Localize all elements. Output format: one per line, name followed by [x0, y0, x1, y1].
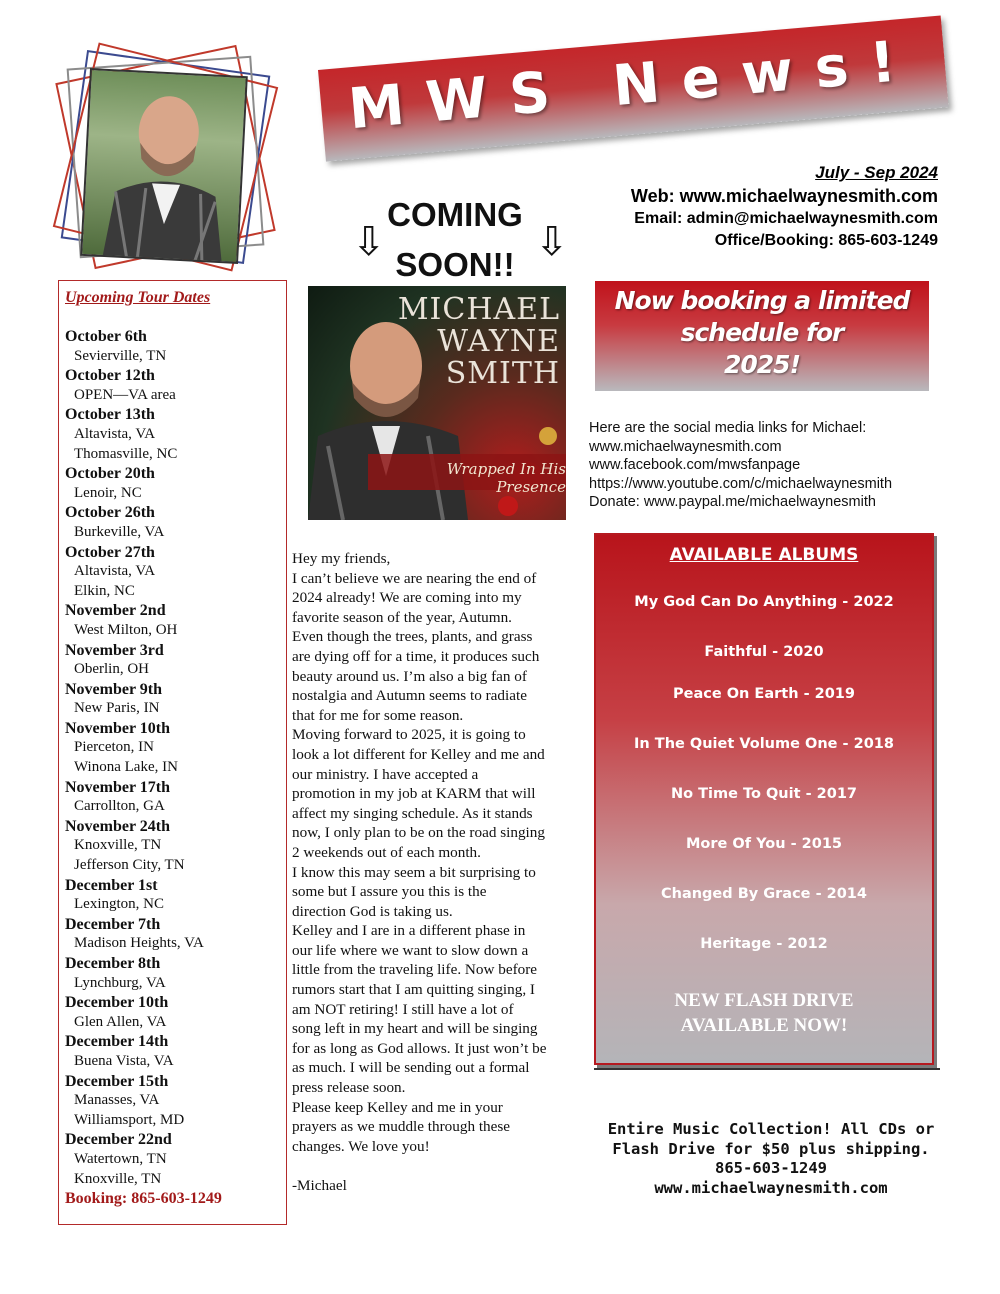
down-arrow-icon: ⇩ — [352, 219, 386, 265]
albums-title: AVAILABLE ALBUMS — [669, 545, 859, 565]
letter-line: rumors start that I am quitting singing, I — [292, 981, 535, 999]
album-item: Heritage - 2012 — [700, 936, 828, 952]
letter-lines — [292, 549, 594, 1156]
album-item: No Time To Quit - 2017 — [671, 786, 857, 802]
tour-date: December 15th — [65, 1072, 169, 1090]
artist-photo-group — [55, 50, 285, 275]
letter-line: our ministry. I have accepted a — [292, 765, 479, 783]
tour-venue: Lynchburg, VA — [74, 974, 166, 991]
album-cover — [308, 286, 566, 520]
cover-name-line: WAYNE — [437, 324, 560, 359]
tour-date: December 22nd — [65, 1131, 172, 1149]
masthead-banner — [318, 16, 949, 162]
tour-date: November 10th — [65, 719, 171, 737]
album-item: In The Quiet Volume One - 2018 — [634, 736, 894, 752]
letter-line: that for me for some reason. — [292, 706, 464, 724]
letter-line: little from the traveling life. Now before — [292, 961, 538, 979]
tour-date: October 27th — [65, 543, 155, 561]
tour-date: December 7th — [65, 915, 161, 933]
album-item: Changed By Grace - 2014 — [660, 886, 867, 902]
letter-line: affect my singing schedule. As it stands — [292, 804, 533, 822]
social-intro: Here are the social media links for Michael: — [589, 420, 867, 436]
album-item: My God Can Do Anything - 2022 — [634, 594, 894, 610]
tour-date: October 13th — [65, 406, 155, 424]
tour-date: November 17th — [65, 778, 171, 796]
collection-line: Flash Drive for $50 plus shipping. — [612, 1139, 930, 1158]
flash-drive-line: NEW FLASH DRIVE — [674, 990, 854, 1011]
tour-venue: Altavista, VA — [74, 425, 156, 442]
booking-banner-line: 2025! — [724, 350, 800, 379]
social-link-youtube[interactable]: https://www.youtube.com/c/michaelwaynesmith — [589, 475, 893, 492]
tour-venue: Buena Vista, VA — [74, 1052, 174, 1069]
letter-line: favorite season of the year, Autumn. — [292, 608, 512, 626]
tour-date: October 26th — [65, 504, 155, 522]
tour-date: December 8th — [65, 955, 161, 972]
letter-line: am NOT retiring! I still have a lot of — [292, 1000, 514, 1018]
cover-name-line: SMITH — [445, 356, 560, 391]
letter-line: Kelley and I are in a different phase in — [292, 922, 526, 940]
web-address[interactable]: Web: www.michaelwaynesmith.com — [630, 186, 938, 206]
letter-line: prayers as we muddle through these — [292, 1118, 511, 1136]
tour-venue: Winona Lake, IN — [74, 759, 178, 776]
tour-venue: Madison Heights, VA — [74, 935, 204, 952]
contact-block — [631, 162, 938, 252]
tour-venue: Pierceton, IN — [74, 739, 154, 756]
artist-silhouette — [82, 70, 248, 264]
letter-line: our life where we want to slow down a — [292, 941, 529, 959]
letter-line: are dying off for a time, it produces such — [292, 647, 540, 665]
tour-date: November 3rd — [65, 641, 164, 659]
letter-line: nostalgia and Autumn seems to radiate — [292, 687, 527, 705]
letter-line: 2024 already! We are coming into my — [292, 589, 522, 607]
tour-venue: Oberlin, OH — [74, 661, 149, 678]
tour-date: December 1st — [65, 876, 158, 894]
letter-line: Please keep Kelley and me in your — [292, 1098, 503, 1116]
masthead-title: MWS News! — [345, 27, 921, 143]
tour-venue: Watertown, TN — [74, 1150, 167, 1167]
tour-venue: Lenoir, NC — [74, 484, 142, 501]
letter-line: 2 weekends out of each month. — [292, 843, 481, 861]
tour-booking-phone: Booking: 865-603-1249 — [65, 1190, 222, 1208]
letter-line: Moving forward to 2025, it is going to — [292, 726, 526, 744]
tour-venue: Knoxville, TN — [74, 1170, 162, 1187]
tour-dates-box — [58, 280, 287, 1225]
tour-date: December 10th — [65, 994, 169, 1012]
music-collection-offer — [605, 1120, 937, 1198]
tour-venue: Glen Allen, VA — [74, 1013, 167, 1030]
office-phone: Office/Booking: 865-603-1249 — [714, 232, 938, 249]
booking-banner-line: Now booking a limited — [614, 286, 910, 315]
down-arrow-icon: ⇩ — [535, 219, 569, 265]
letter-line: I know this may seem a bit surprising to — [292, 863, 536, 881]
tour-venue: Williamsport, MD — [74, 1111, 185, 1128]
social-links — [589, 419, 892, 512]
cover-name-line: MICHAEL — [397, 292, 560, 327]
issue-date: July - Sep 2024 — [815, 163, 938, 182]
tour-venue: Manasses, VA — [74, 1092, 160, 1109]
tour-date: October 6th — [65, 328, 147, 345]
letter-line: changes. We love you! — [292, 1137, 430, 1155]
social-link-donate[interactable]: Donate: www.paypal.me/michaelwaynesmith — [589, 494, 876, 510]
tour-venue: New Paris, IN — [74, 700, 160, 717]
tour-list — [65, 327, 280, 1189]
tour-venue: Sevierville, TN — [74, 347, 167, 364]
letter-line: now, I only plan to be on the road singing — [292, 824, 545, 842]
tour-venue: Carrollton, GA — [74, 798, 165, 815]
letter-body — [292, 549, 594, 1196]
flash-drive-line: AVAILABLE NOW! — [680, 1015, 848, 1036]
letter-line: song left in my heart and will be singing — [292, 1020, 538, 1038]
tour-date: November 24th — [65, 817, 171, 835]
letter-line: look a lot different for Kelley and me and — [292, 745, 545, 763]
letter-line: direction God is taking us. — [292, 902, 453, 920]
cover-artist-name — [390, 294, 560, 390]
flash-drive-notice — [596, 988, 932, 1038]
tour-venue: Altavista, VA — [74, 563, 156, 580]
coming-soon-line1: COMING — [387, 196, 523, 233]
tour-date: November 2nd — [65, 602, 166, 620]
tour-venue: West Milton, OH — [74, 621, 178, 638]
cover-album-title: Wrapped In His Presence — [446, 460, 566, 496]
booking-banner-line: schedule for — [680, 318, 844, 347]
tour-venue: Burkeville, VA — [74, 523, 165, 540]
album-item: Peace On Earth - 2019 — [673, 686, 855, 702]
tour-date: October 12th — [65, 367, 155, 385]
collection-line: Entire Music Collection! All CDs or — [607, 1120, 935, 1138]
tour-date: November 9th — [65, 680, 163, 698]
letter-line: some but I assure you this is the — [292, 883, 487, 901]
letter-line: beauty around us. I’m also a big fan of — [292, 667, 527, 685]
letter-line: Hey my friends, — [292, 550, 391, 567]
letter-line: I can’t believe we are nearing the end of — [292, 569, 537, 587]
letter-line: as much. I will be sending out a formal — [292, 1059, 530, 1077]
letter-signature: -Michael — [292, 1177, 347, 1194]
email-address[interactable]: Email: admin@michaelwaynesmith.com — [634, 210, 938, 227]
available-albums-box — [594, 533, 934, 1065]
coming-soon-line2: SOON!! — [395, 246, 515, 283]
tour-venue: OPEN—VA area — [74, 386, 176, 403]
social-link-website[interactable]: www.michaelwaynesmith.com — [589, 438, 782, 455]
social-link-facebook[interactable]: www.facebook.com/mwsfanpage — [589, 457, 801, 473]
album-item: More Of You - 2015 — [685, 836, 843, 852]
tour-title: Upcoming Tour Dates — [65, 289, 211, 306]
divider — [594, 1068, 940, 1070]
tour-date: December 14th — [65, 1033, 169, 1051]
tour-date: October 20th — [65, 465, 155, 483]
collection-phone: 865-603-1249 — [715, 1159, 827, 1177]
artist-photo — [80, 68, 248, 264]
letter-line: for as long as God allows. It just won’t be — [292, 1039, 547, 1057]
tour-venue: Thomasville, NC — [74, 445, 178, 462]
letter-line: promotion in my job at KARM that will — [292, 785, 536, 803]
collection-website[interactable]: www.michaelwaynesmith.com — [654, 1178, 888, 1197]
album-item: Faithful - 2020 — [704, 644, 824, 660]
tour-venue: Lexington, NC — [74, 896, 164, 913]
tour-venue: Elkin, NC — [74, 582, 135, 599]
booking-banner — [595, 281, 929, 391]
letter-line: Even though the trees, plants, and grass — [292, 628, 533, 646]
tour-venue: Jefferson City, TN — [74, 857, 185, 874]
tour-venue: Knoxville, TN — [74, 837, 162, 854]
letter-line: press release soon. — [292, 1079, 406, 1097]
